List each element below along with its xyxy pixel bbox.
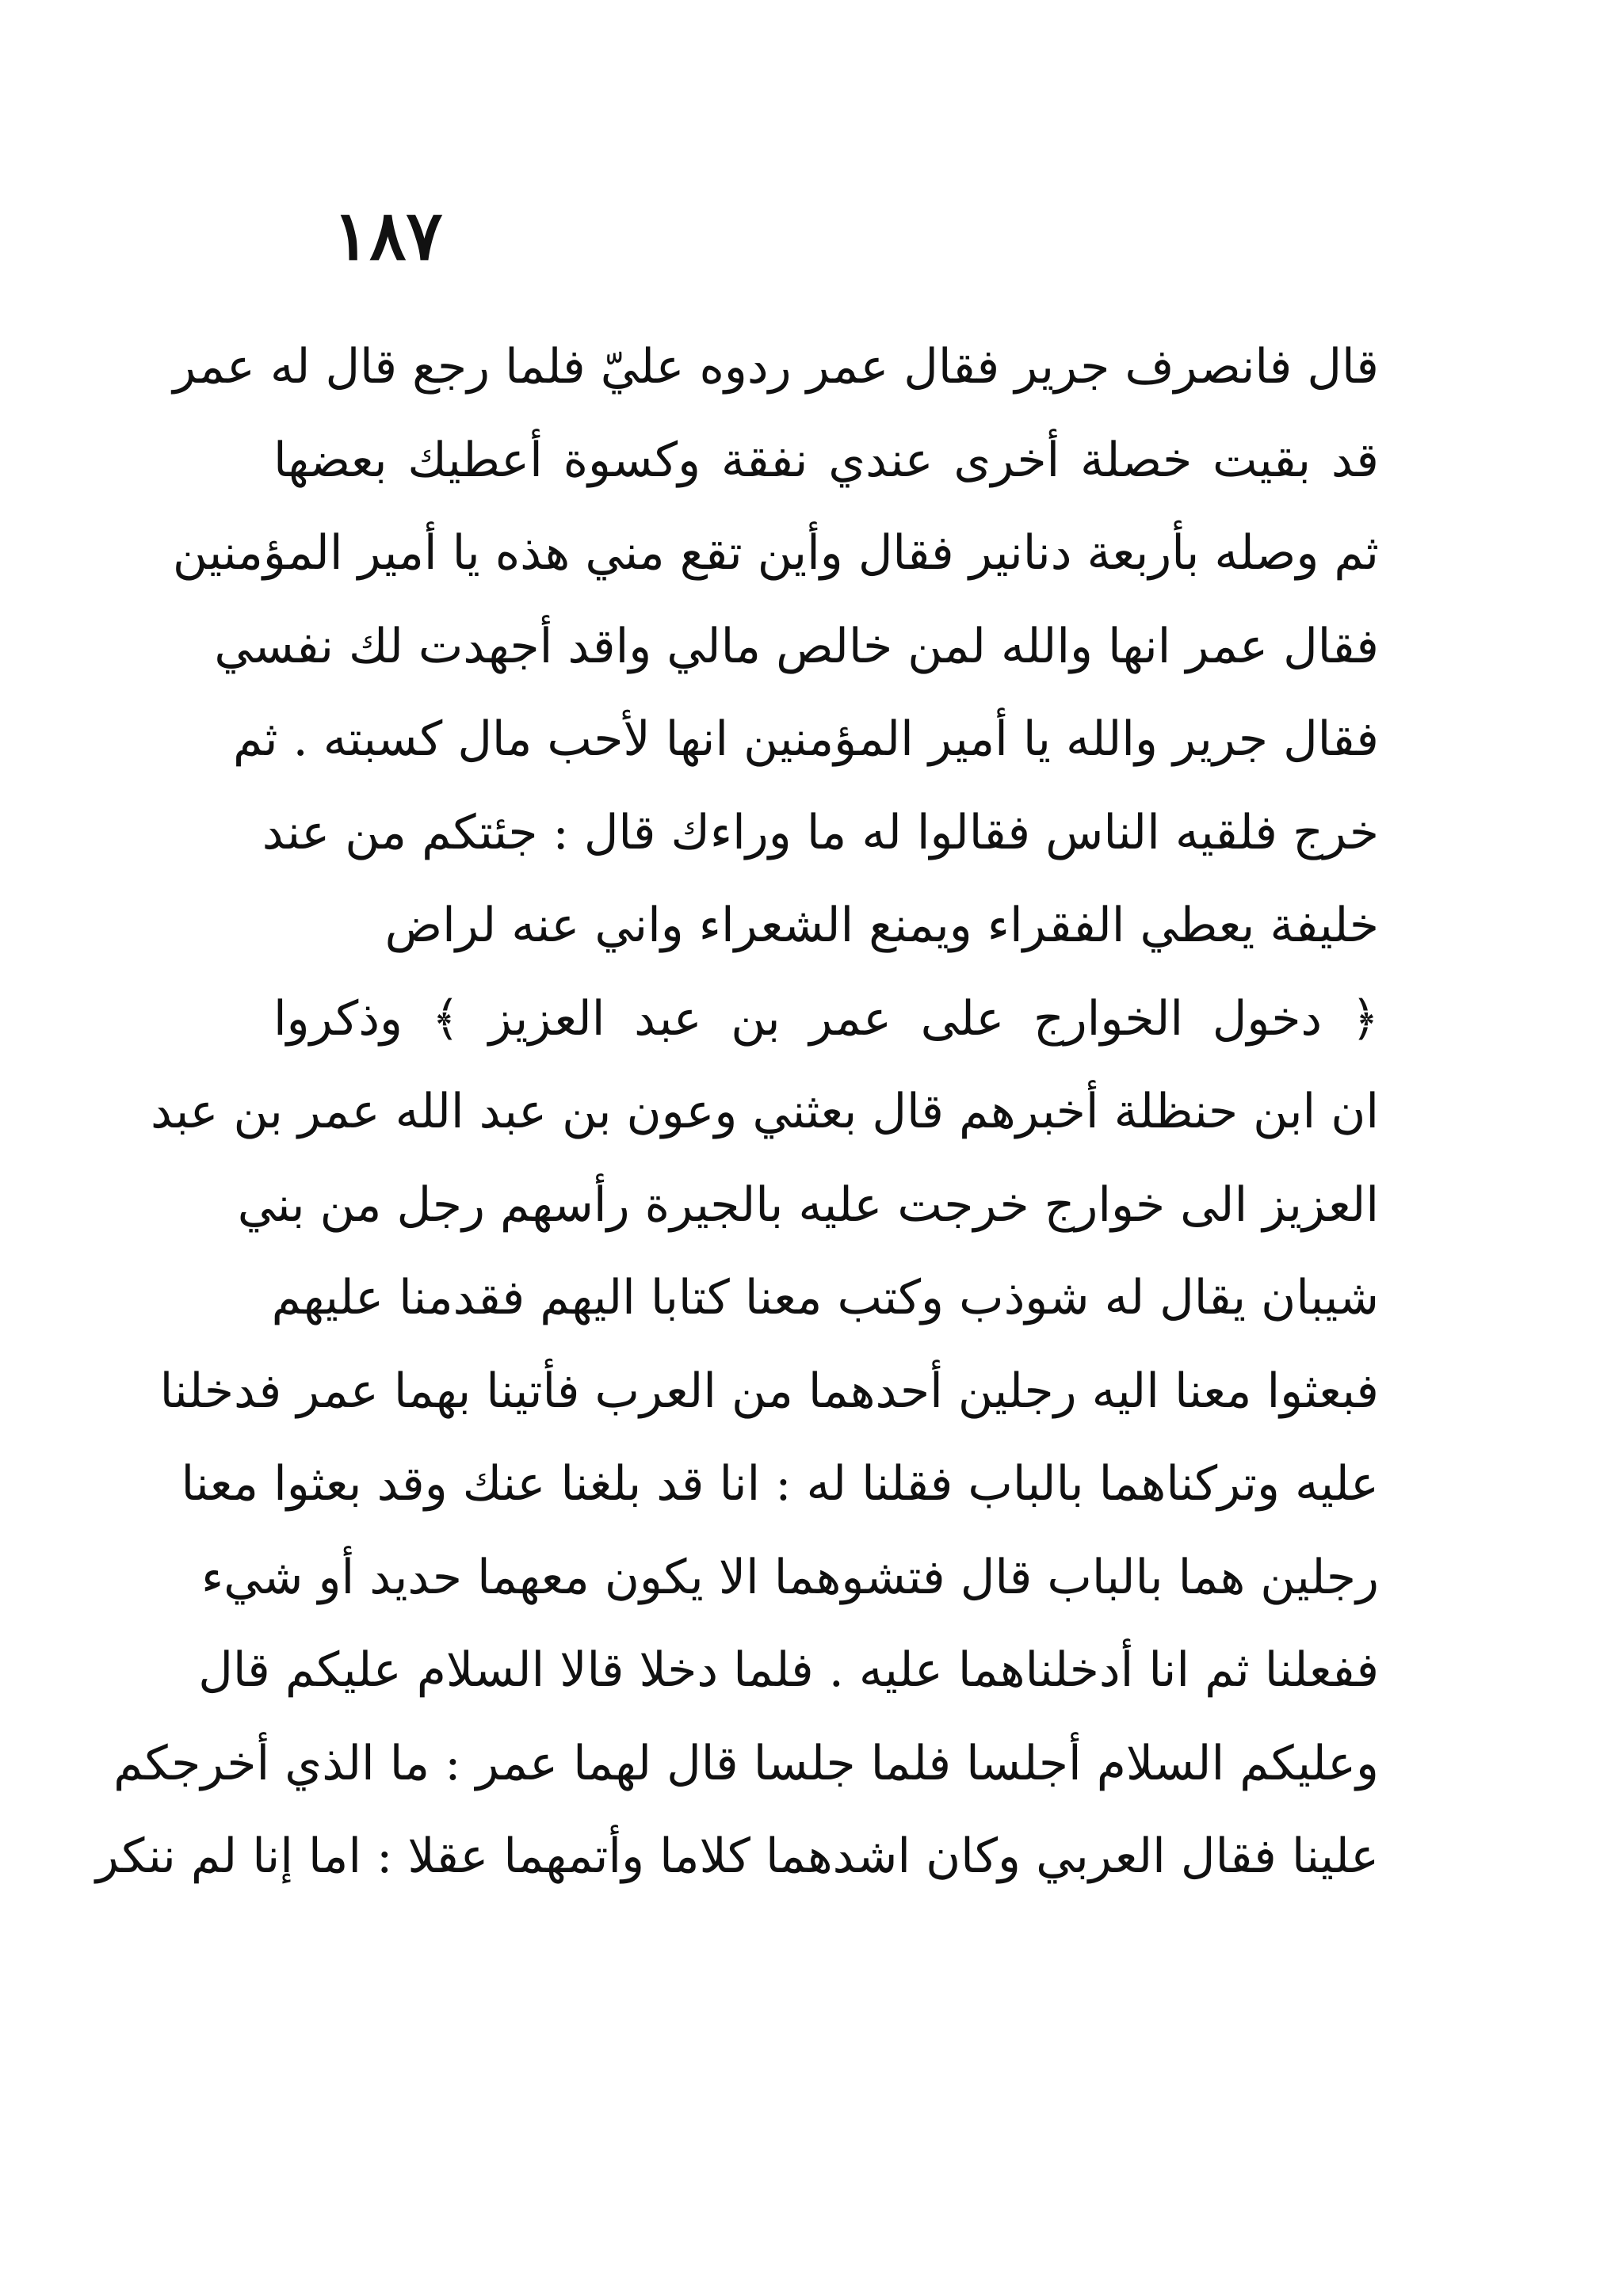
text-line: ثم وصله بأربعة دنانير فقال وأين تقع مني هذه يا أمير المؤمنين [172, 525, 1379, 581]
body-text [95, 321, 1379, 1904]
text-line: ففعلنا ثم انا أدخلناهما عليه . فلما دخلا قالا السلام عليكم قال [198, 1642, 1379, 1698]
text-line: رجلين هما بالباب قال فتشوهما الا يكون معهما حديد أو شيء [200, 1549, 1379, 1605]
text-line: فقال جرير والله يا أمير المؤمنين انها لأحب مال كسبته . ثم [232, 711, 1379, 767]
text-line: فبعثوا معنا اليه رجلين أحدهما من العرب فأتينا بهما عمر فدخلنا [159, 1363, 1379, 1419]
text-line: العزيز الى خوارج خرجت عليه بالجيرة رأسهم رجل من بني [237, 1177, 1379, 1233]
text-line: قد بقيت خصلة أخرى عندي نفقة وكسوة أعطيك بعضها [273, 432, 1379, 488]
text-line: خرج فلقيه الناس فقالوا له ما وراءك قال : جئتكم من عند [262, 804, 1379, 860]
text-line: خليفة يعطي الفقراء ويمنع الشعراء واني عنه لراض [384, 898, 1379, 953]
text-line: وعليكم السلام أجلسا فلما جلسا قال لهما عمر : ما الذي أخرجكم [113, 1735, 1379, 1791]
page-number: ١٨٧ [333, 196, 443, 276]
section-heading-line: ﴿ دخول الخوارج على عمر بن عبد العزيز ﴾ وذكروا [273, 990, 1379, 1047]
text-line: علينا فقال العربي وكان اشدهما كلاما وأتمهما عقلا : اما إنا لم ننكر [95, 1829, 1379, 1884]
text-line: قال فانصرف جرير فقال عمر ردوه عليّ فلما رجع قال له عمر [173, 339, 1379, 395]
text-line: ان ابن حنظلة أخبرهم قال بعثني وعون بن عبد الله عمر بن عبد [150, 1084, 1379, 1139]
text-line: عليه وتركناهما بالباب فقلنا له : انا قد بلغنا عنك وقد بعثوا معنا [181, 1456, 1379, 1512]
text-line: فقال عمر انها والله لمن خالص مالي واقد أجهدت لك نفسي [214, 618, 1379, 674]
text-line: شيبان يقال له شوذب وكتب معنا كتابا اليهم فقدمنا عليهم [271, 1270, 1379, 1325]
